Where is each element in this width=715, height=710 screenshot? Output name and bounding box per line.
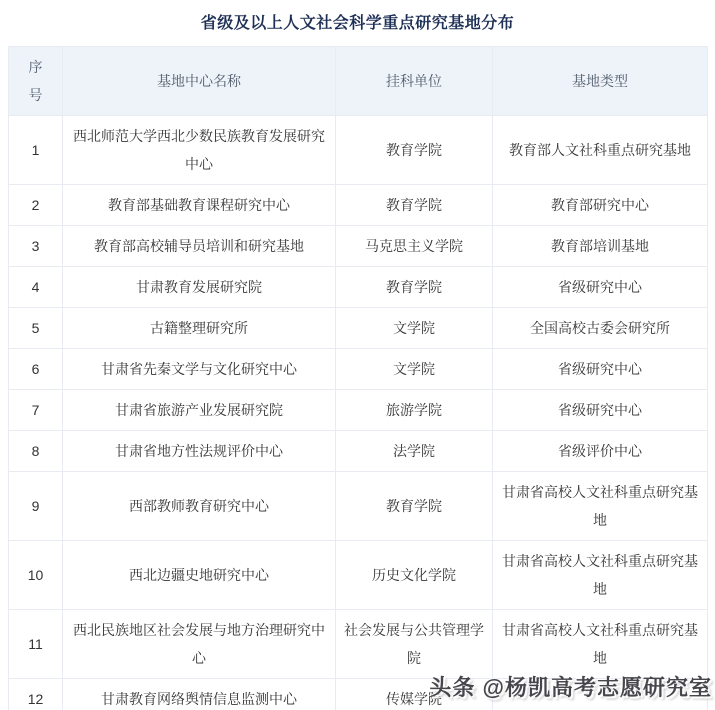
base-name: 甘肃教育发展研究院 [63, 267, 336, 308]
table-row [9, 390, 708, 431]
table-row [9, 472, 708, 541]
table-body [9, 116, 708, 710]
unit: 文学院 [336, 308, 493, 349]
toutiao-watermark: 头条 @杨凯高考志愿研究室 [429, 675, 712, 700]
base-type: 省级评价中心 [493, 431, 708, 472]
row-index: 4 [9, 267, 63, 308]
row-index: 5 [9, 308, 63, 349]
base-name: 教育部基础教育课程研究中心 [63, 185, 336, 226]
base-type: 教育部培训基地 [493, 226, 708, 267]
table-row [9, 349, 708, 390]
base-type: 省级研究中心 [493, 390, 708, 431]
row-index: 3 [9, 226, 63, 267]
unit: 法学院 [336, 431, 493, 472]
base-type: 教育部研究中心 [493, 185, 708, 226]
table-row [9, 541, 708, 610]
base-type: 省级研究中心 [493, 349, 708, 390]
base-name: 古籍整理研究所 [63, 308, 336, 349]
base-name-link[interactable]: 西北师范大学西北少数民族教育发展研究中心 [63, 116, 336, 185]
unit: 历史文化学院 [336, 541, 493, 610]
unit: 社会发展与公共管理学院 [336, 610, 493, 679]
table-row [9, 610, 708, 679]
row-index: 2 [9, 185, 63, 226]
base-name-link[interactable]: 西北民族地区社会发展与地方治理研究中心 [63, 610, 336, 679]
row-index: 1 [9, 116, 63, 185]
table-header [9, 47, 708, 116]
unit-link[interactable]: 教育学院 [336, 116, 493, 185]
unit: 教育学院 [336, 472, 493, 541]
table-row [9, 185, 708, 226]
header-row [9, 47, 708, 116]
page-title: 省级及以上人文社会科学重点研究基地分布 [200, 15, 515, 32]
row-index: 11 [9, 610, 63, 679]
unit: 教育学院 [336, 267, 493, 308]
table-row [9, 267, 708, 308]
header-index-label: 序号 [28, 59, 43, 103]
base-name: 西北边疆史地研究中心 [63, 541, 336, 610]
base-type: 全国高校古委会研究所 [493, 308, 708, 349]
unit: 传媒学院 [336, 679, 493, 710]
base-name: 甘肃省旅游产业发展研究院 [63, 390, 336, 431]
header-name: 基地中心名称 [63, 47, 336, 116]
base-type: 甘肃省高校人文社科重点研究基地 [493, 472, 708, 541]
table-row [9, 308, 708, 349]
header-index [9, 47, 63, 116]
row-index: 10 [9, 541, 63, 610]
research-base-table [8, 46, 708, 710]
unit-link[interactable]: 马克思主义学院 [336, 226, 493, 267]
base-type: 教育部人文社科重点研究基地 [493, 116, 708, 185]
base-type: 省级研究中心 [493, 267, 708, 308]
base-name: 甘肃教育网络舆情信息监测中心 [63, 679, 336, 710]
base-name: 甘肃省先秦文学与文化研究中心 [63, 349, 336, 390]
base-type: 甘肃省高校人文社科重点研究基地 [493, 610, 708, 679]
header-unit: 挂科单位 [336, 47, 493, 116]
row-index: 7 [9, 390, 63, 431]
header-type: 基地类型 [493, 47, 708, 116]
table-row [9, 431, 708, 472]
base-name: 西部教师教育研究中心 [63, 472, 336, 541]
row-index: 9 [9, 472, 63, 541]
unit: 教育学院 [336, 185, 493, 226]
table-row [9, 226, 708, 267]
base-name: 教育部高校辅导员培训和研究基地 [63, 226, 336, 267]
row-index: 12 [9, 679, 63, 710]
table-row [9, 116, 708, 185]
row-index: 6 [9, 349, 63, 390]
base-type: 甘肃省高校人文社科重点研究基地 [493, 541, 708, 610]
base-name: 甘肃省地方性法规评价中心 [63, 431, 336, 472]
unit: 旅游学院 [336, 390, 493, 431]
unit: 文学院 [336, 349, 493, 390]
row-index: 8 [9, 431, 63, 472]
